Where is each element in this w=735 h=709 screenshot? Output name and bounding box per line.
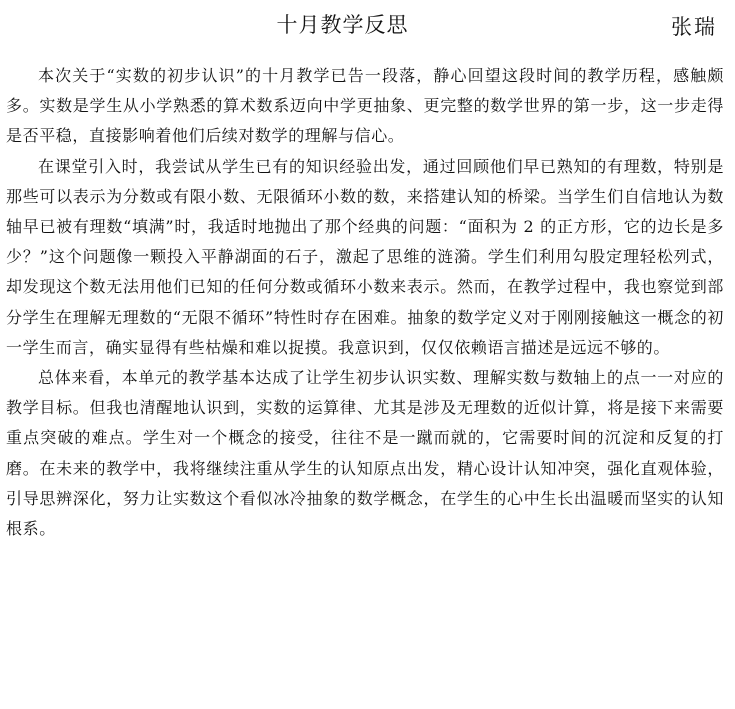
paragraph-summary: 总体来看，本单元的教学基本达成了让学生初步认识实数、理解实数与数轴上的点一一对应的教学目标。但我也清醒地认识到，实数的运算律、尤其是涉及无理数的近似计算，将是接下来需要重点突破的难点。学生对一个概念的接受，往往不是一蹴而就的，它需要时间的沉淀和反复的打磨。在未来的教学中，我将继续注重从学生的认知原点出发，精心设计认知冲突，强化直观体验，引导思辨深化，努力让实数这个看似冰冷抽象的数学概念，在学生的心中生长出温暖而坚实的认知根系。 xyxy=(6,368,724,539)
paragraph-classroom: 在课堂引入时，我尝试从学生已有的知识经验出发，通过回顾他们早已熟知的有理数，特别是那些可以表示为分数或有限小数、无限循环小数的数，来搭建认知的桥梁。当学生们自信地认为数轴早已被有理数“填满”时，我适时地抛出了那个经典的问题：“面积为 2 的正方形，它的边长是多少？”这个问题像一颗投入平静湖面的石子，激起了思维的涟漪。学生们利用勾股定理轻松列式，却发现这个数无法用他们已知的任何分数或循环小数来表示。然而，在教学过程中，我也察觉到部分学生在理解无理数的“无限不循环”特性时存在困难。抽象的数学定义对于刚刚接触这一概念的初一学生而言，确实显得有些枯燥和难以捉摸。我意识到，仅仅依赖语言描述是远远不够的。 xyxy=(6,156,724,357)
document-title: 十月教学反思 xyxy=(276,13,409,37)
document-body xyxy=(6,61,724,544)
author-name: 张瑞 xyxy=(671,15,717,39)
paragraph-intro: 本次关于“实数的初步认识”的十月教学已告一段落，静心回望这段时间的教学历程，感触颇多。实数是学生从小学熟悉的算术数系迈向中学更抽象、更完整的数学世界的第一步，这一步走得是否平稳，直接影响着他们后续对数学的理解与信心。 xyxy=(6,66,724,146)
